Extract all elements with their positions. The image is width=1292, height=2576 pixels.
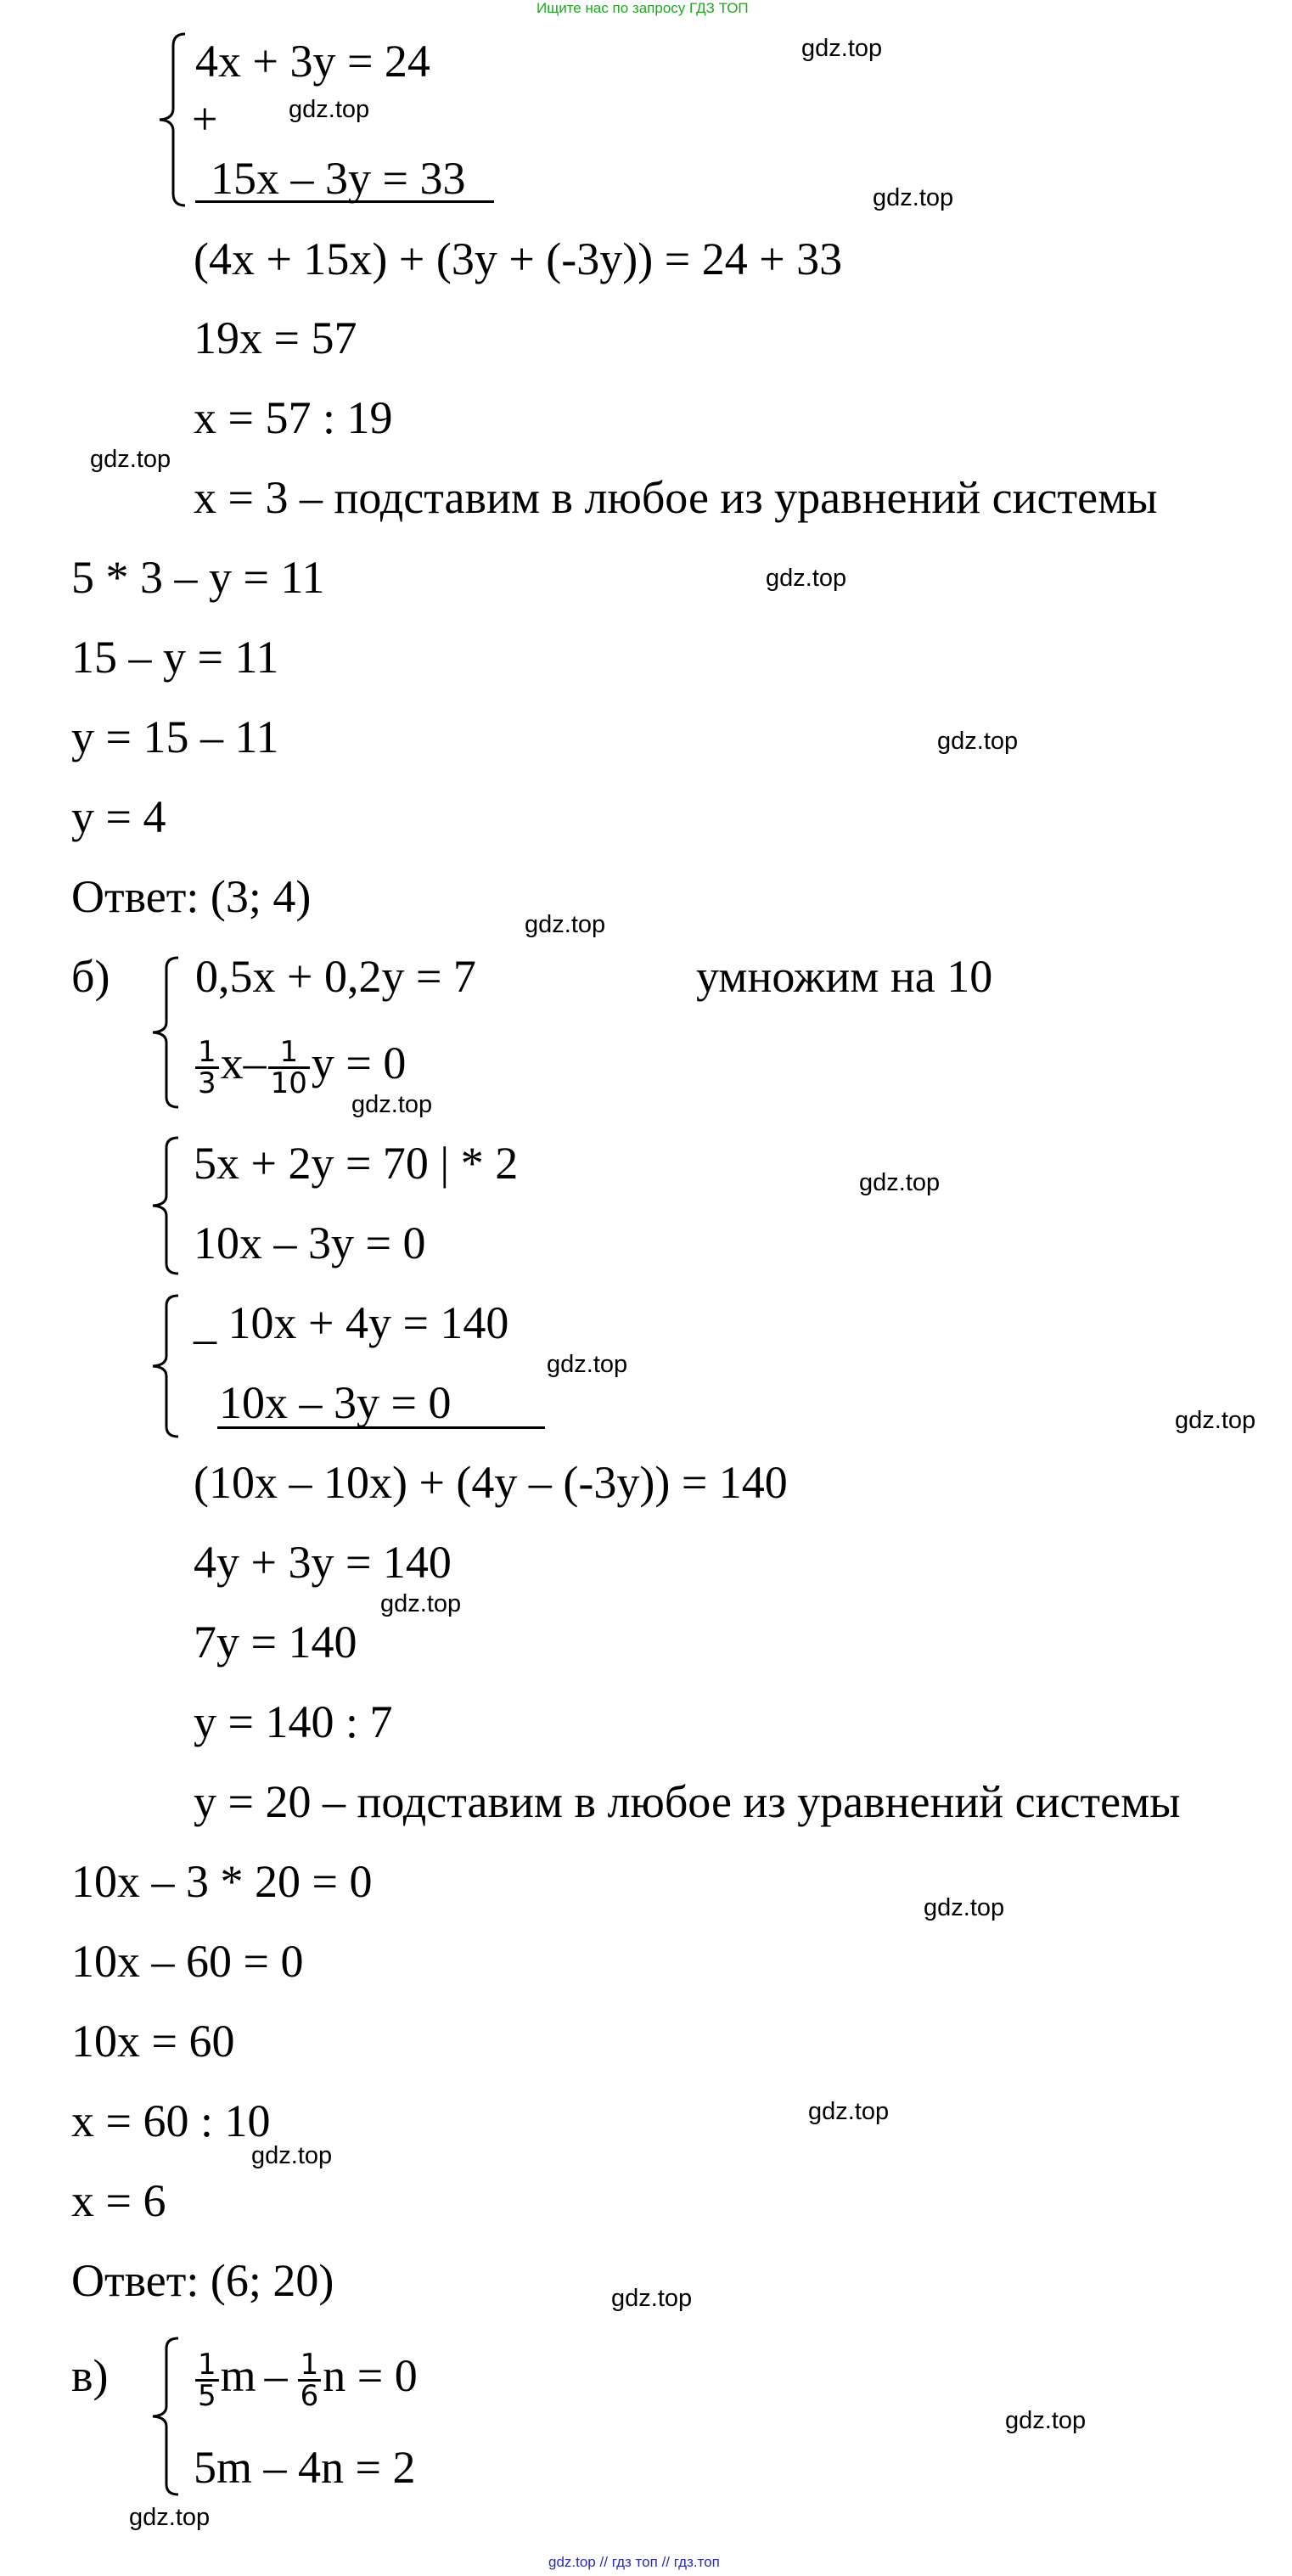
part-a-sub2: 15 – y = 11 bbox=[71, 632, 279, 683]
watermark: gdz.top bbox=[351, 1091, 433, 1118]
part-b-step3: y = 140 : 7 bbox=[194, 1696, 393, 1747]
footer-links bbox=[548, 2554, 720, 2571]
part-c-fraction-equation: $\frac{1}{5}$ m – $\frac{1}{6}$ n = 0 bbox=[194, 2350, 418, 2410]
watermark: gdz.top bbox=[289, 96, 370, 123]
watermark: gdz.top bbox=[801, 35, 883, 62]
part-b-fraction-equation: $\frac{1}{3}$ x– $\frac{1}{10}$ y = 0 bbox=[194, 1038, 406, 1098]
fraction-one-third: $\frac{1}{3}$ bbox=[195, 1038, 219, 1098]
watermark: gdz.top bbox=[129, 2504, 211, 2531]
watermark: gdz.top bbox=[380, 1590, 462, 1617]
fraction-one-tenth: $\frac{1}{10}$ bbox=[268, 1038, 310, 1098]
watermark: gdz.top bbox=[525, 911, 606, 938]
part-a-system-eq2: 15x – 3y = 33 bbox=[211, 153, 466, 204]
system-brace bbox=[146, 1134, 183, 1277]
footer-separator: // bbox=[661, 2554, 671, 2570]
part-b-system2-eq1: 5x + 2y = 70 | * 2 bbox=[194, 1138, 519, 1189]
header-promo: Ищите нас по запросу ГДЗ ТОП bbox=[536, 0, 749, 16]
footer-link[interactable]: gdz.top bbox=[548, 2554, 596, 2570]
part-b-sub4: x = 60 : 10 bbox=[71, 2095, 271, 2146]
watermark: gdz.top bbox=[808, 2098, 890, 2125]
part-b-system-eq1: 0,5x + 0,2y = 7 bbox=[195, 951, 476, 1002]
part-a-sub4: y = 4 bbox=[71, 791, 166, 842]
part-b-step1: 4y + 3y = 140 bbox=[194, 1537, 452, 1588]
watermark: gdz.top bbox=[1175, 1407, 1256, 1434]
part-b-label: б) bbox=[71, 951, 110, 1002]
part-a-sub1: 5 * 3 – y = 11 bbox=[71, 552, 325, 603]
part-b-multiply-note: умножим на 10 bbox=[696, 951, 993, 1002]
part-a-sub3: y = 15 – 11 bbox=[71, 711, 279, 762]
watermark: gdz.top bbox=[859, 1169, 941, 1196]
part-c-eq2: 5m – 4n = 2 bbox=[194, 2442, 416, 2493]
watermark: gdz.top bbox=[766, 565, 847, 592]
part-a-step3: x = 3 – подставим в любое из уравнений системы bbox=[194, 472, 1158, 523]
part-b-system3-eq2: 10x – 3y = 0 bbox=[219, 1377, 452, 1428]
watermark: gdz.top bbox=[937, 728, 1019, 755]
watermark: gdz.top bbox=[90, 446, 171, 473]
part-a-plus-sign: + bbox=[192, 93, 218, 144]
fraction-one-sixth: $\frac{1}{6}$ bbox=[298, 2350, 322, 2410]
system-brace bbox=[146, 954, 183, 1111]
system-brace bbox=[153, 31, 190, 209]
part-b-step4: y = 20 – подставим в любое из уравнений системы bbox=[194, 1776, 1181, 1827]
fraction-one-fifth: $\frac{1}{5}$ bbox=[195, 2350, 219, 2410]
part-a-step1: 19x = 57 bbox=[194, 312, 357, 363]
part-b-diff: (10x – 10x) + (4y – (-3y)) = 140 bbox=[194, 1457, 788, 1508]
watermark: gdz.top bbox=[547, 1351, 628, 1378]
part-a-system-eq1: 4x + 3y = 24 bbox=[195, 36, 430, 87]
system-brace bbox=[146, 1292, 183, 1440]
part-a-sum-underline bbox=[195, 200, 494, 203]
part-b-sub3: 10x = 60 bbox=[71, 2016, 235, 2067]
part-b-sub1: 10x – 3 * 20 = 0 bbox=[71, 1856, 373, 1907]
part-b-sub5: x = 6 bbox=[71, 2175, 166, 2226]
watermark: gdz.top bbox=[251, 2142, 333, 2169]
watermark: gdz.top bbox=[873, 184, 954, 211]
part-b-diff-underline bbox=[217, 1426, 545, 1429]
part-c-label: в) bbox=[71, 2350, 109, 2401]
watermark: gdz.top bbox=[1005, 2407, 1087, 2434]
part-b-step2: 7y = 140 bbox=[194, 1617, 357, 1668]
watermark: gdz.top bbox=[924, 1894, 1005, 1921]
system-brace bbox=[146, 2335, 183, 2498]
part-a-answer: Ответ: (3; 4) bbox=[71, 871, 312, 922]
part-a-step2: x = 57 : 19 bbox=[194, 392, 393, 443]
watermark: gdz.top bbox=[611, 2285, 693, 2312]
part-a-sum: (4x + 15x) + (3y + (-3y)) = 24 + 33 bbox=[194, 233, 843, 284]
part-b-system2-eq2: 10x – 3y = 0 bbox=[194, 1218, 426, 1268]
part-b-sub2: 10x – 60 = 0 bbox=[71, 1936, 304, 1987]
part-b-system3-eq1: _ 10x + 4y = 140 bbox=[194, 1297, 509, 1348]
footer-separator: // bbox=[599, 2554, 608, 2570]
part-b-answer: Ответ: (6; 20) bbox=[71, 2255, 334, 2306]
footer-link[interactable]: гдз.топ bbox=[673, 2554, 720, 2570]
footer-link[interactable]: гдз топ bbox=[611, 2554, 658, 2570]
